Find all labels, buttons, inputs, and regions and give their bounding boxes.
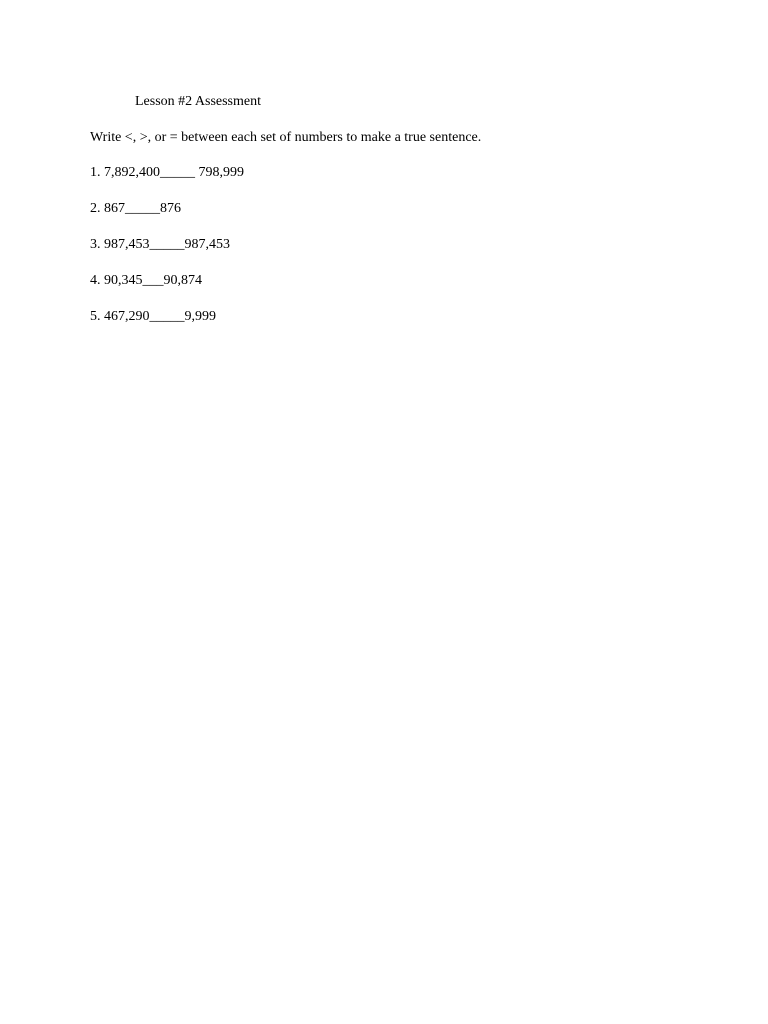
problem-item-5: 5. 467,290_____9,999: [90, 309, 216, 324]
problem-item-2: 2. 867_____876: [90, 201, 181, 216]
problem-item-3: 3. 987,453_____987,453: [90, 237, 230, 252]
problem-list: [90, 164, 244, 344]
problem-item-4: 4. 90,345___90,874: [90, 273, 202, 288]
instructions-text: Write <, >, or = between each set of numbers to make a true sentence.: [90, 130, 482, 145]
document-title: Lesson #2 Assessment: [135, 94, 261, 109]
problem-item-1: 1. 7,892,400_____ 798,999: [90, 165, 244, 180]
